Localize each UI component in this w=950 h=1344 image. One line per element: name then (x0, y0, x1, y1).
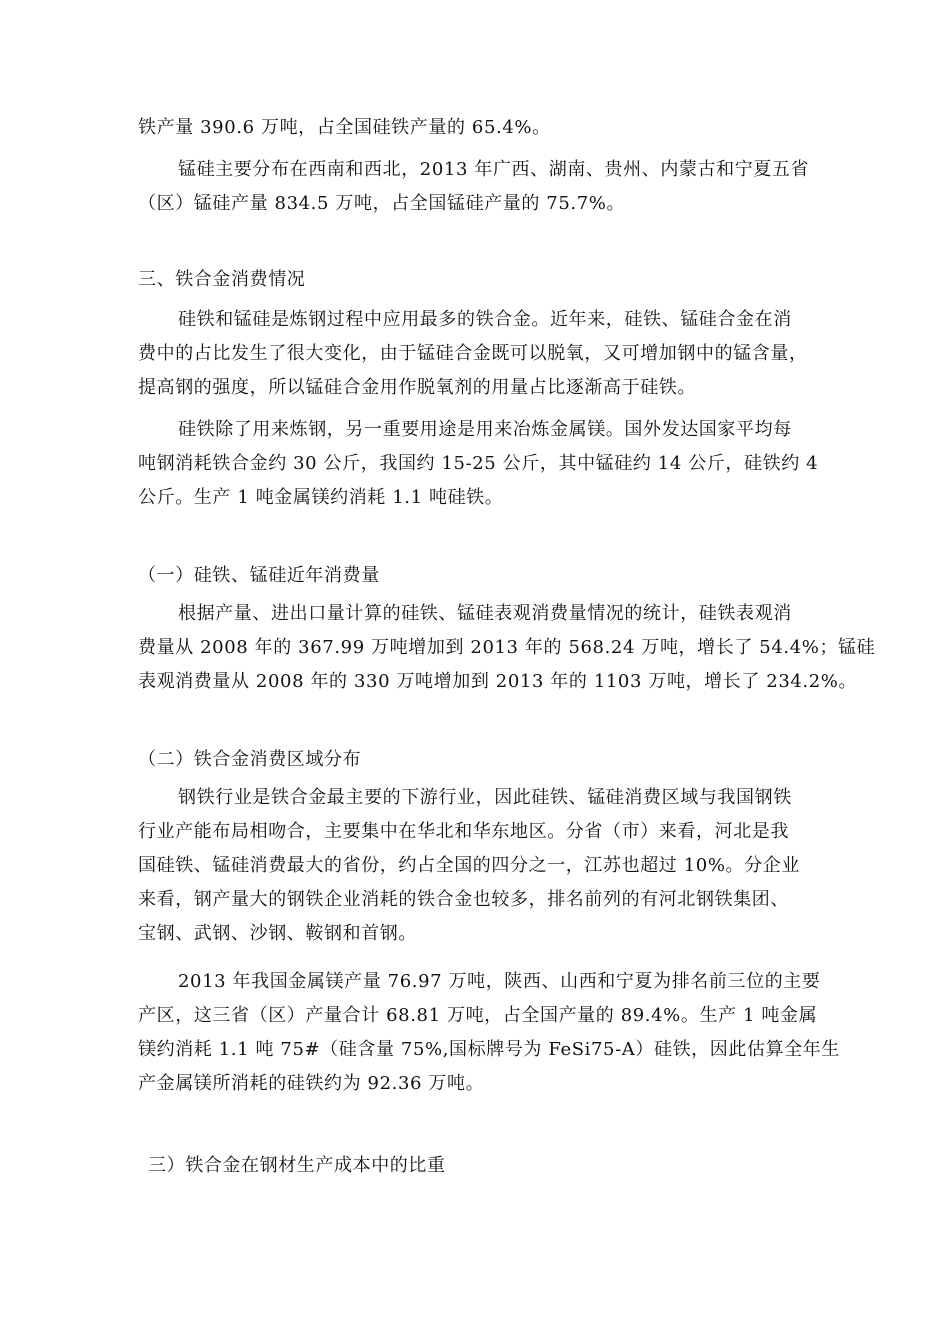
paragraph-line: 费量从 2008 年的 367.99 万吨增加到 2013 年的 568.24 万吨，增长了 54.4%；锰硅 (138, 637, 876, 658)
paragraph-line: 公斤。生产 1 吨金属镁约消耗 1.1 吨硅铁。 (138, 487, 504, 508)
paragraph-line: 提高钢的强度，所以锰硅合金用作脱氧剂的用量占比逐渐高于硅铁。 (138, 377, 696, 398)
paragraph-line: 根据产量、进出口量计算的硅铁、锰硅表观消费量情况的统计，硅铁表观消 (178, 603, 792, 624)
paragraph-line: 国硅铁、锰硅消费最大的省份，约占全国的四分之一，江苏也超过 10%。分企业 (138, 855, 800, 876)
paragraph-line: 硅铁和锰硅是炼钢过程中应用最多的铁合金。近年来，硅铁、锰硅合金在消 (178, 309, 792, 330)
paragraph-line: 产区，这三省（区）产量合计 68.81 万吨，占全国产量的 89.4%。生产 1 吨金属 (138, 1005, 818, 1026)
paragraph-line: 硅铁除了用来炼钢，另一重要用途是用来冶炼金属镁。国外发达国家平均每 (178, 419, 792, 440)
paragraph-line: 锰硅主要分布在西南和西北，2013 年广西、湖南、贵州、内蒙古和宁夏五省 (178, 159, 810, 180)
paragraph-line: 行业产能布局相吻合，主要集中在华北和华东地区。分省（市）来看，河北是我 (138, 821, 789, 842)
paragraph-line: 钢铁行业是铁合金最主要的下游行业，因此硅铁、锰硅消费区域与我国钢铁 (178, 787, 792, 808)
paragraph-line: 表观消费量从 2008 年的 330 万吨增加到 2013 年的 1103 万吨，增长了 234.2%。 (138, 671, 858, 692)
paragraph-line: 产金属镁所消耗的硅铁约为 92.36 万吨。 (138, 1073, 485, 1094)
paragraph-line: 费中的占比发生了很大变化，由于锰硅合金既可以脱氧，又可增加钢中的锰含量， (138, 343, 808, 364)
paragraph-line: 镁约消耗 1.1 吨 75#（硅含量 75%,国标牌号为 FeSi75-A）硅铁，因此估算全年生 (138, 1039, 840, 1060)
paragraph-line: 吨钢消耗铁合金约 30 公斤，我国约 15-25 公斤，其中锰硅约 14 公斤，硅铁约 4 (138, 453, 819, 474)
paragraph-line: （区）锰硅产量 834.5 万吨，占全国锰硅产量的 75.7%。 (138, 193, 626, 214)
paragraph-line: 宝钢、武钢、沙钢、鞍钢和首钢。 (138, 923, 417, 944)
subsection-heading: 三）铁合金在钢材生产成本中的比重 (148, 1155, 446, 1176)
section-heading: 三、铁合金消费情况 (138, 269, 306, 290)
paragraph-line: 2013 年我国金属镁产量 76.97 万吨，陕西、山西和宁夏为排名前三位的主要 (178, 971, 821, 992)
paragraph-line: 铁产量 390.6 万吨，占全国硅铁产量的 65.4%。 (138, 117, 551, 138)
subsection-heading: （二）铁合金消费区域分布 (138, 749, 362, 770)
paragraph-line: 来看，钢产量大的钢铁企业消耗的铁合金也较多，排名前列的有河北钢铁集团、 (138, 889, 789, 910)
subsection-heading: （一）硅铁、锰硅近年消费量 (138, 565, 380, 586)
